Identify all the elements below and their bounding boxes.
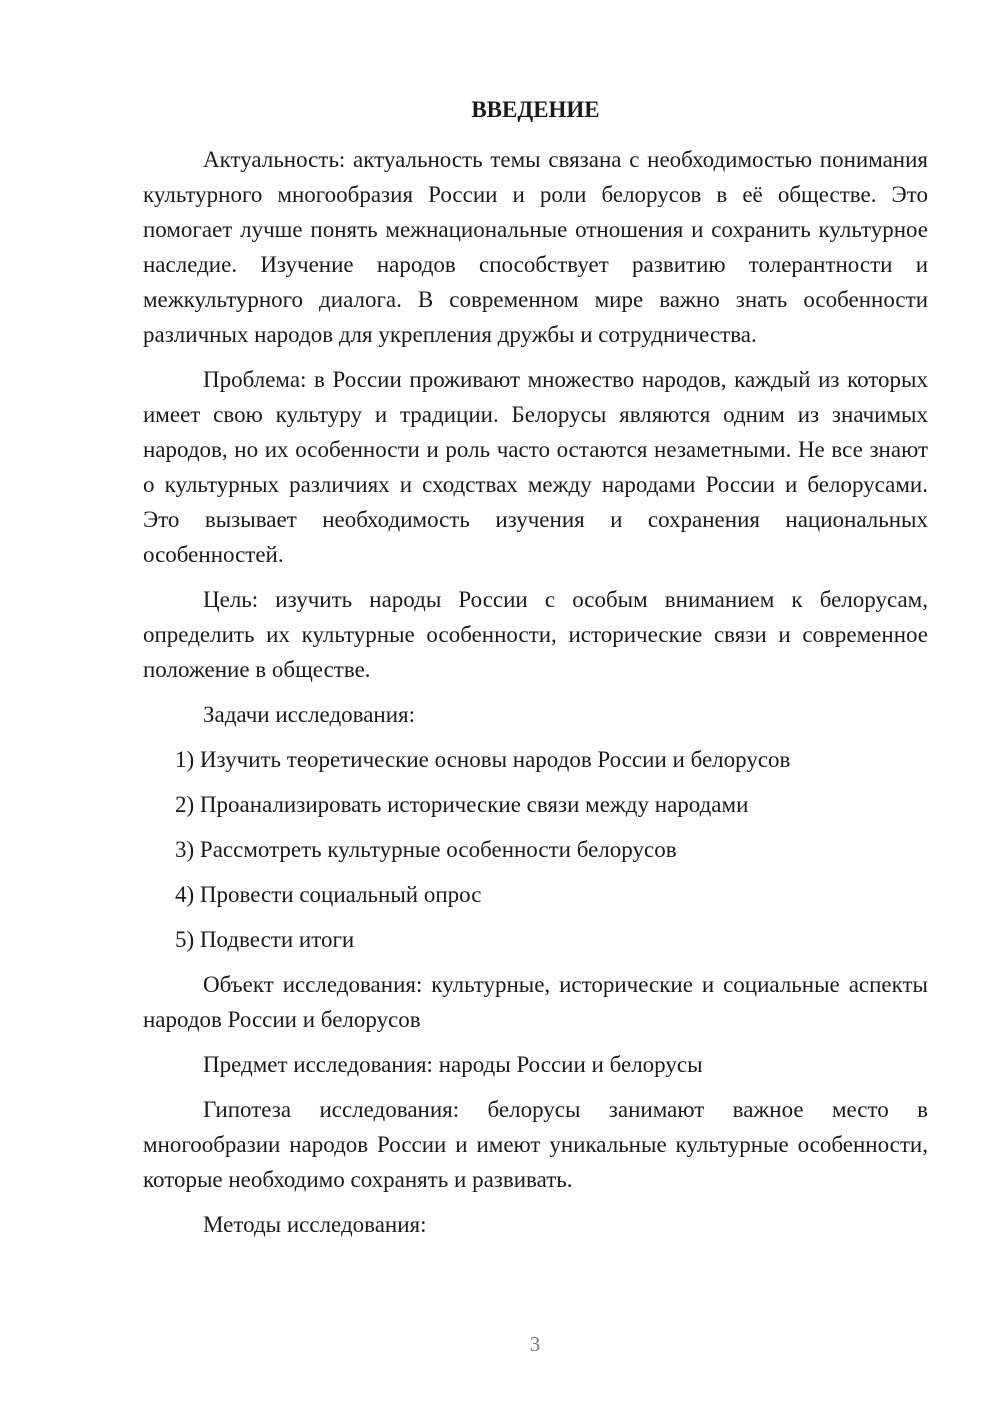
list-item: 5) Подвести итоги <box>175 927 355 952</box>
list-item: 2) Проанализировать исторические связи между народами <box>175 792 749 817</box>
section-heading: ВВЕДЕНИЕ <box>471 97 600 122</box>
page-number: 3 <box>529 1332 541 1356</box>
paragraph-relevance: Актуальность: актуальность темы связана с необходимостью понимания культурного многообразия России и роли белорусов в её обществе. Это помогает лучше понять межнациональные отношения и сохранить культурное наследие. Изучение народов способствует развитию толерантности и межкультурного диалога. В современном мире важно знать особенности различных народов для укрепления дружбы и сотрудничества. <box>143 147 928 347</box>
list-item: 1) Изучить теоретические основы народов России и белорусов <box>175 747 791 772</box>
page-content <box>143 92 928 1252</box>
paragraph-hypothesis: Гипотеза исследования: белорусы занимают важное место в многообразии народов России и имеют уникальные культурные особенности, которые необходимо сохранять и развивать. <box>143 1097 928 1192</box>
paragraph-problem: Проблема: в России проживают множество народов, каждый из которых имеет свою культуру и традиции. Белорусы являются одним из значимых народов, но их особенности и роль часто остаются незаметными. Не все знают о культурных различиях и сходствах между народами России и белорусами. Это вызывает необходимость изучения и сохранения национальных особенностей. <box>143 367 928 567</box>
paragraph-tasks-heading: Задачи исследования: <box>203 702 416 727</box>
paragraph-object: Объект исследования: культурные, исторические и социальные аспекты народов России и белорусов <box>143 972 928 1032</box>
paragraph-methods: Методы исследования: <box>203 1212 427 1237</box>
paragraph-subject: Предмет исследования: народы России и белорусы <box>203 1052 703 1077</box>
tasks-list <box>143 742 928 957</box>
list-item: 3) Рассмотреть культурные особенности белорусов <box>175 837 677 862</box>
list-item: 4) Провести социальный опрос <box>175 882 482 907</box>
paragraph-goal: Цель: изучить народы России с особым вниманием к белорусам, определить их культурные особенности, исторические связи и современное положение в обществе. <box>143 587 928 682</box>
